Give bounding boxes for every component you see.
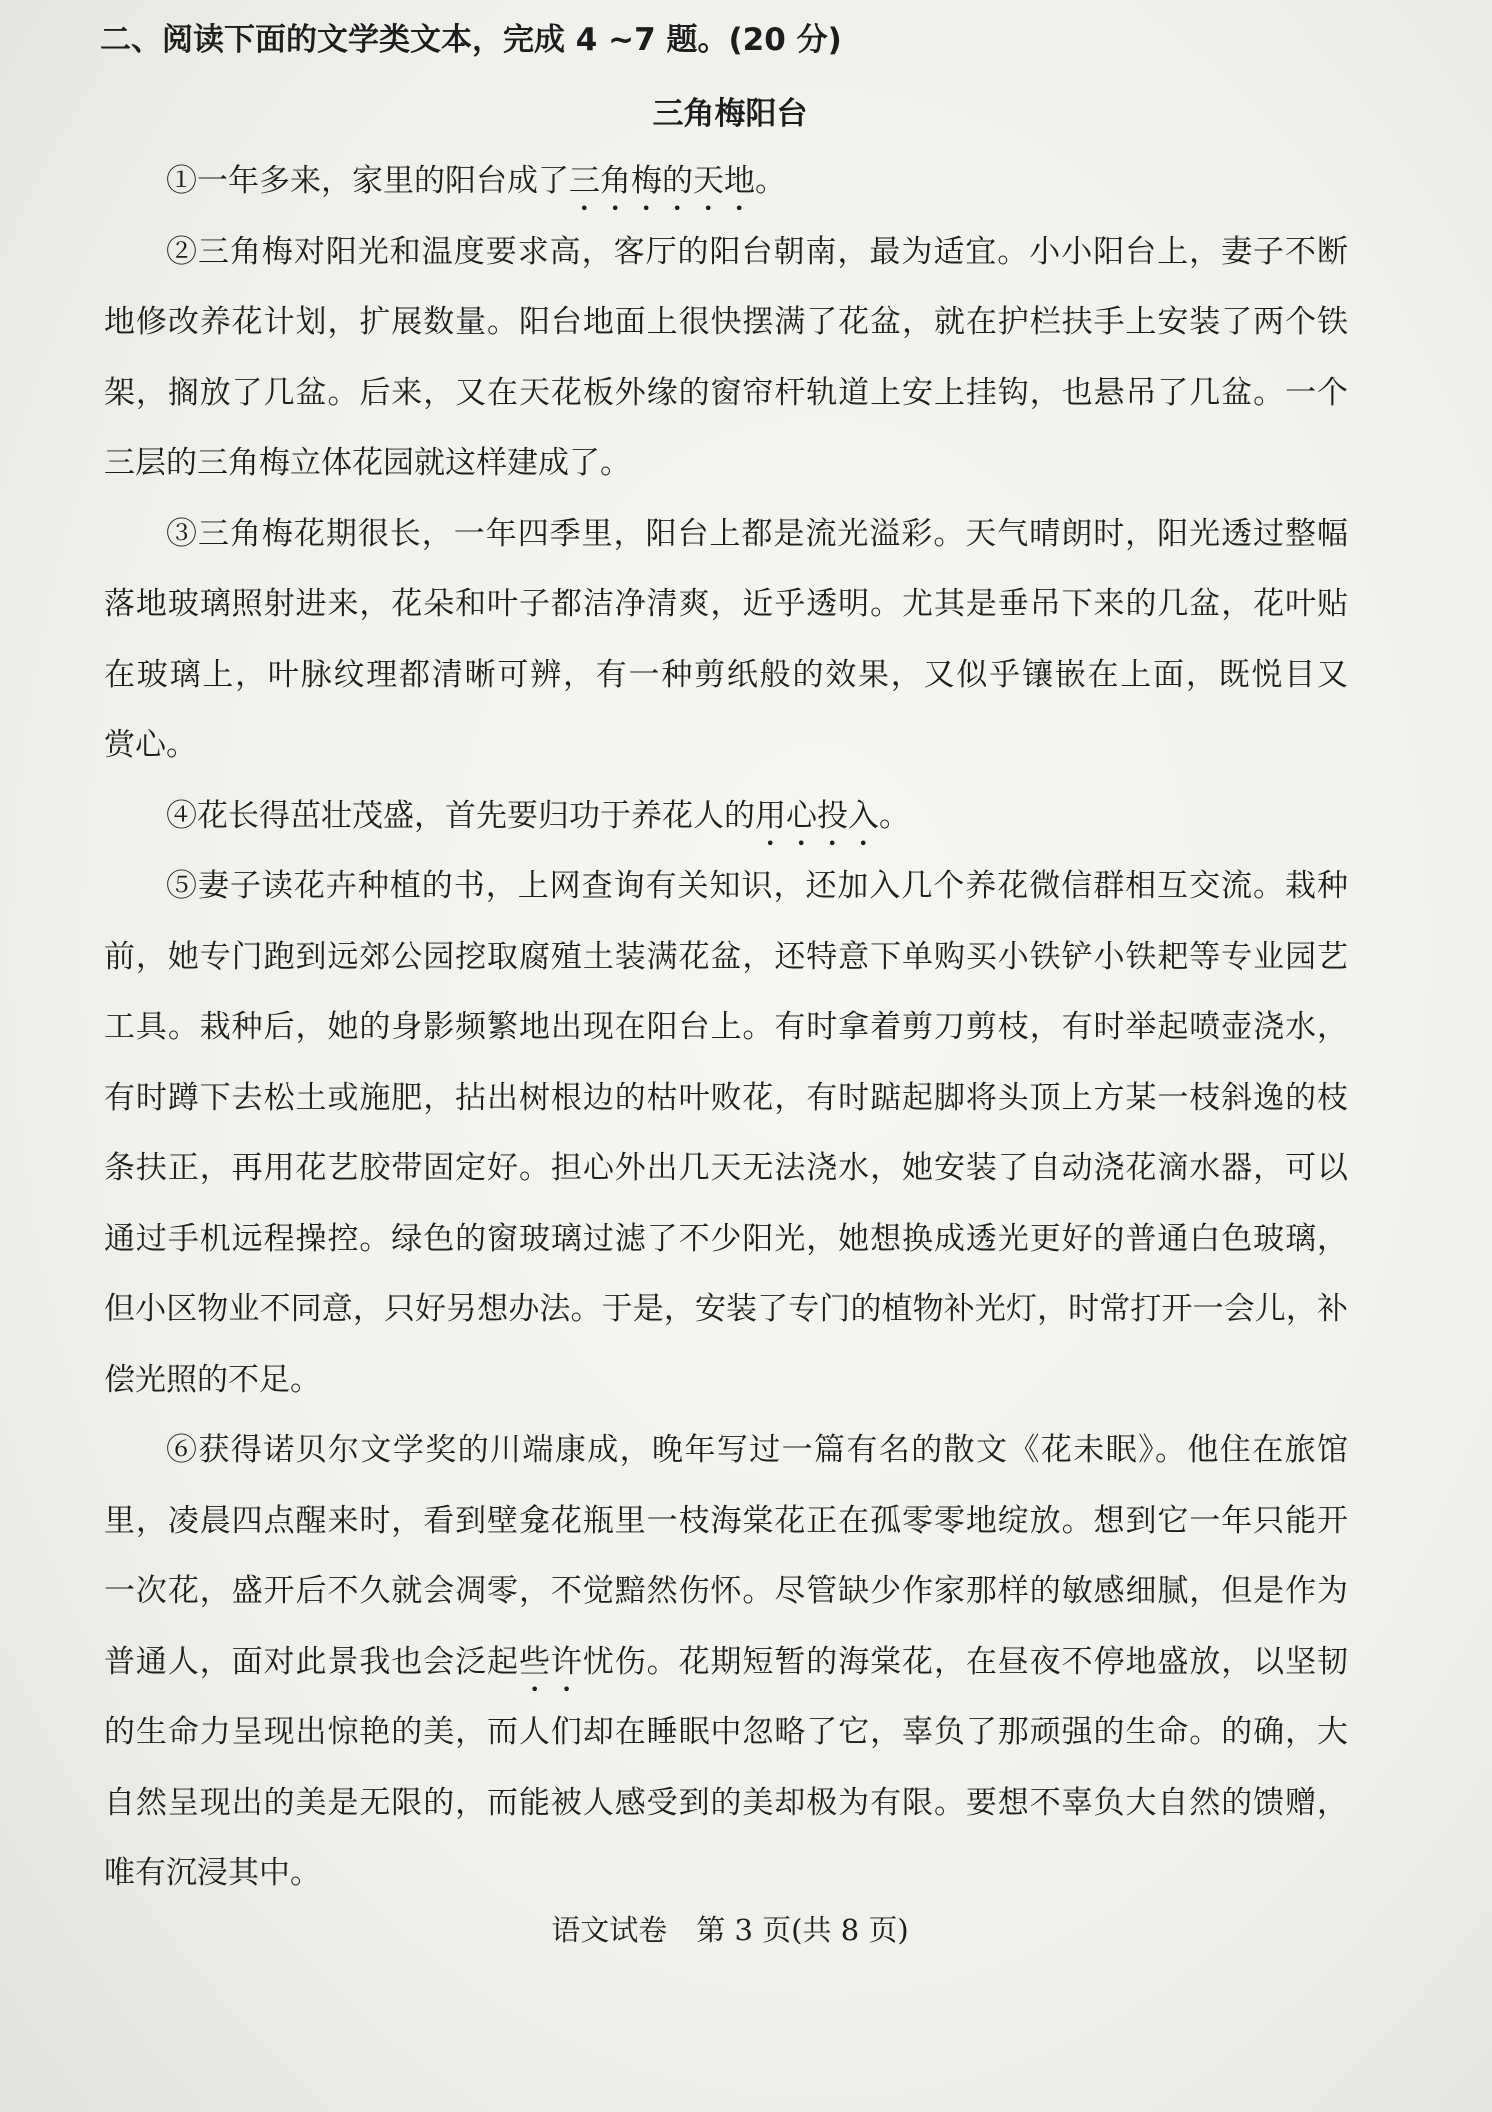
text-segment: ②三角梅对阳光和温度要求高，客厅的阳台朝南，最为适宜。小小阳台上，妻子不断 bbox=[166, 233, 1348, 270]
article-body bbox=[104, 146, 1348, 1909]
text-segment: 架，搁放了几盆。后来，又在天花板外缘的窗帘杆轨道上安上挂钩，也悬吊了几盆。一个 bbox=[104, 374, 1348, 411]
text-line bbox=[104, 1768, 1348, 1839]
paragraph-1 bbox=[104, 146, 1348, 217]
text-line bbox=[104, 428, 1348, 499]
text-line bbox=[104, 1556, 1348, 1627]
paragraph-5 bbox=[104, 851, 1348, 1415]
text-line bbox=[104, 640, 1348, 711]
text-segment: ⑤妻子读花卉种植的书，上网查询有关知识，还加入几个养花微信群相互交流。栽种 bbox=[166, 868, 1348, 904]
text-segment: 自然呈现出的美是无限的，而能被人感受到的美却极为有限。要想不辜负大自然的馈赠， bbox=[104, 1784, 1348, 1821]
text-line bbox=[104, 146, 1348, 217]
text-line bbox=[104, 1063, 1348, 1134]
text-segment: 偿光照的不足。 bbox=[104, 1361, 321, 1398]
paragraph-3 bbox=[104, 499, 1348, 781]
paragraph-4 bbox=[104, 781, 1348, 852]
text-segment: 前，她专门跑到远郊公园挖取腐殖土装满花盆，还特意下单购买小铁铲小铁耙等专业园艺 bbox=[104, 938, 1348, 975]
text-line bbox=[104, 1486, 1348, 1557]
text-segment: 唯有沉浸其中。 bbox=[104, 1855, 321, 1891]
text-line bbox=[104, 1627, 1348, 1698]
text-segment: 有时蹲下去松土或施肥，拈出树根边的枯叶败花，有时踮起脚将头顶上方某一枝斜逸的枝 bbox=[104, 1079, 1348, 1116]
text-line bbox=[104, 922, 1348, 993]
text-segment: 但小区物业不同意，只好另想办法。于是，安装了专门的植物补光灯，时常打开一会儿，补 bbox=[104, 1291, 1348, 1327]
text-segment: 在玻璃上，叶脉纹理都清晰可辨，有一种剪纸般的效果，又似乎镶嵌在上面，既悦目又 bbox=[104, 656, 1348, 693]
text-segment: 。 bbox=[755, 163, 786, 199]
text-line bbox=[104, 569, 1348, 640]
text-segment: 三层的三角梅立体花园就这样建成了。 bbox=[104, 445, 631, 481]
text-segment: 的生命力呈现出惊艳的美，而人们却在睡眠中忽略了它，辜负了那顽强的生命。的确，大 bbox=[104, 1714, 1348, 1750]
section-heading: 二、阅读下面的文学类文本，完成 4 ~7 题。(20 分) bbox=[100, 22, 842, 58]
text-segment: 赏心。 bbox=[104, 727, 197, 763]
paragraph-2 bbox=[104, 217, 1348, 499]
text-line bbox=[104, 1274, 1348, 1345]
text-segment: 里，凌晨四点醒来时，看到壁龛花瓶里一枝海棠花正在孤零零地绽放。想到它一年只能开 bbox=[104, 1502, 1348, 1539]
text-segment: ③三角梅花期很长，一年四季里，阳台上都是流光溢彩。天气晴朗时，阳光透过整幅 bbox=[166, 515, 1348, 552]
text-segment: 通过手机远程操控。绿色的窗玻璃过滤了不少阳光，她想换成透光更好的普通白色玻璃， bbox=[104, 1220, 1348, 1257]
emphasized-text: 用心投入 bbox=[755, 797, 879, 834]
paragraph-6 bbox=[104, 1415, 1348, 1909]
emphasized-text: 些许 bbox=[518, 1643, 583, 1680]
article-title: 三角梅阳台 bbox=[652, 96, 808, 132]
text-segment: 忧伤。花期短暂的海棠花，在昼夜不停地盛放，以坚韧 bbox=[582, 1643, 1348, 1680]
text-line bbox=[104, 1345, 1348, 1416]
text-segment: ⑥获得诺贝尔文学奖的川端康成，晚年写过一篇有名的散文《花未眠》。他住在旅馆 bbox=[166, 1432, 1348, 1468]
text-line bbox=[104, 781, 1348, 852]
text-line bbox=[104, 358, 1348, 429]
text-line bbox=[104, 1133, 1348, 1204]
text-line bbox=[104, 1204, 1348, 1275]
text-segment: 。 bbox=[879, 797, 910, 834]
emphasized-text: 三角梅的天地 bbox=[569, 163, 755, 199]
text-segment: 一次花，盛开后不久就会凋零，不觉黯然伤怀。尽管缺少作家那样的敏感细腻，但是作为 bbox=[104, 1573, 1348, 1609]
text-segment: 工具。栽种后，她的身影频繁地出现在阳台上。有时拿着剪刀剪枝，有时举起喷壶浇水， bbox=[104, 1009, 1348, 1045]
text-line bbox=[104, 710, 1348, 781]
text-line bbox=[104, 1415, 1348, 1486]
text-segment: ④花长得茁壮茂盛，首先要归功于养花人的 bbox=[166, 797, 755, 834]
text-line bbox=[104, 217, 1348, 288]
text-line bbox=[104, 499, 1348, 570]
text-segment: ①一年多来，家里的阳台成了 bbox=[166, 163, 569, 199]
text-segment: 地修改养花计划，扩展数量。阳台地面上很快摆满了花盆，就在护栏扶手上安装了两个铁 bbox=[104, 304, 1348, 340]
text-line bbox=[104, 1838, 1348, 1909]
text-segment: 落地玻璃照射进来，花朵和叶子都洁净清爽，近乎透明。尤其是垂吊下来的几盆，花叶贴 bbox=[104, 586, 1348, 622]
text-line bbox=[104, 287, 1348, 358]
text-line bbox=[104, 851, 1348, 922]
text-line bbox=[104, 1697, 1348, 1768]
text-segment: 普通人，面对此景我也会泛起 bbox=[104, 1643, 519, 1680]
text-line bbox=[104, 992, 1348, 1063]
text-segment: 条扶正，再用花艺胶带固定好。担心外出几天无法浇水，她安装了自动浇花滴水器，可以 bbox=[104, 1150, 1348, 1186]
page-footer: 语文试卷 第 3 页(共 8 页) bbox=[551, 1913, 909, 1947]
